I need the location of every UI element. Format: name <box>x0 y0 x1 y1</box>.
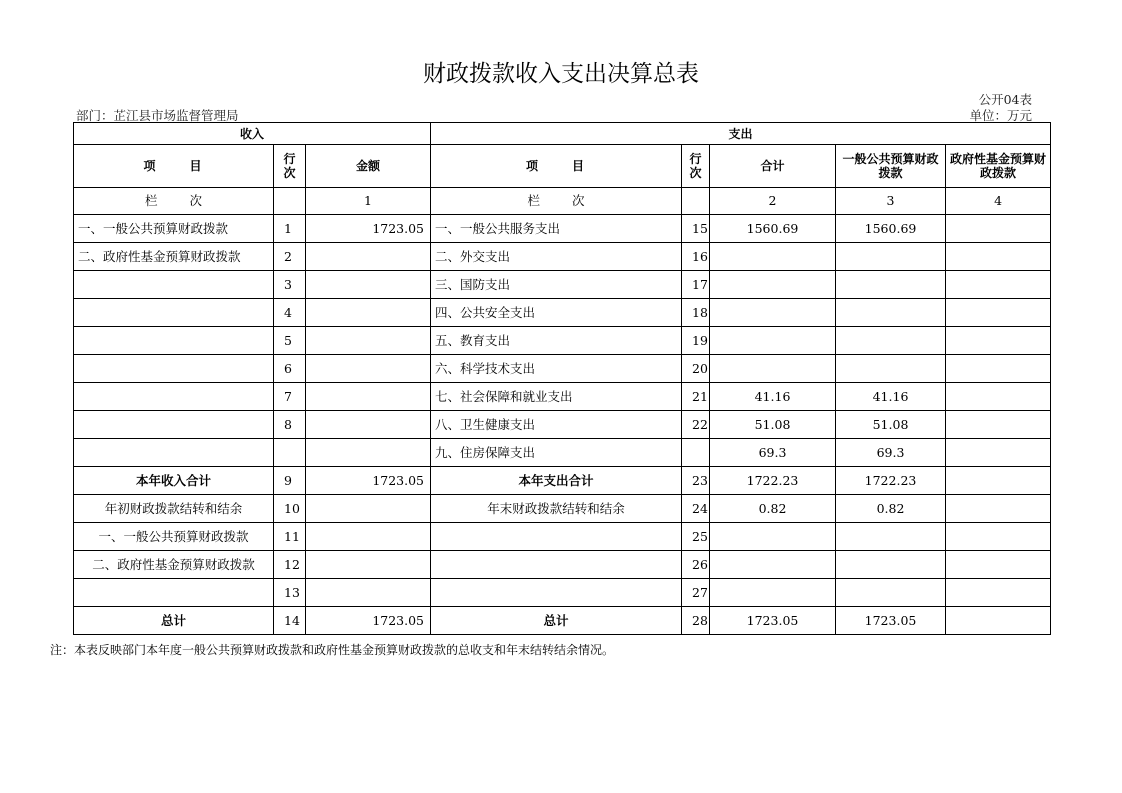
form-number: 公开04表 <box>978 92 1032 107</box>
expense-general-budget <box>836 271 946 299</box>
table-row <box>74 607 1051 635</box>
expense-total <box>710 579 836 607</box>
expense-row-number: 15 <box>682 215 710 243</box>
expense-gov-fund <box>946 215 1051 243</box>
expense-gov-fund <box>946 579 1051 607</box>
table-row <box>74 579 1051 607</box>
expense-row-number: 18 <box>682 299 710 327</box>
income-item: 一、一般公共预算财政拨款 <box>74 523 274 551</box>
income-row-number: 2 <box>274 243 306 271</box>
expense-item: 三、国防支出 <box>431 271 682 299</box>
expense-total <box>710 243 836 271</box>
income-amount <box>306 579 431 607</box>
table-row <box>74 327 1051 355</box>
expense-general-budget <box>836 551 946 579</box>
expense-gov-fund <box>946 607 1051 635</box>
table-row <box>74 551 1051 579</box>
income-amount <box>306 411 431 439</box>
expense-rowno-header: 行次 <box>682 145 710 188</box>
income-row-number: 5 <box>274 327 306 355</box>
income-item: 总计 <box>74 607 274 635</box>
expense-row-number: 17 <box>682 271 710 299</box>
income-amount <box>306 439 431 467</box>
unit-label: 单位：万元 <box>969 108 1032 123</box>
income-row-number: 3 <box>274 271 306 299</box>
income-row-number: 14 <box>274 607 306 635</box>
expense-total: 1560.69 <box>710 215 836 243</box>
total-header: 合计 <box>710 145 836 188</box>
expense-item <box>431 523 682 551</box>
table-row <box>74 355 1051 383</box>
expense-col-label: 栏 次 <box>431 188 682 215</box>
table-note: 注：本表反映部门本年度一般公共预算财政拨款和政府性基金预算财政拨款的总收支和年末结转结余情况。 <box>50 643 615 657</box>
expense-item: 四、公共安全支出 <box>431 299 682 327</box>
income-item <box>74 271 274 299</box>
table-row <box>74 467 1051 495</box>
expense-gov-fund <box>946 383 1051 411</box>
table-row <box>74 523 1051 551</box>
expense-gov-fund <box>946 495 1051 523</box>
col-number: 4 <box>946 188 1051 215</box>
table-row <box>74 243 1051 271</box>
income-item <box>74 439 274 467</box>
expense-general-budget: 0.82 <box>836 495 946 523</box>
empty-cell <box>682 188 710 215</box>
income-rowno-header: 行次 <box>274 145 306 188</box>
income-item: 二、政府性基金预算财政拨款 <box>74 243 274 271</box>
expense-item: 年末财政拨款结转和结余 <box>431 495 682 523</box>
income-section-header: 收入 <box>74 123 431 145</box>
column-number-row <box>74 188 1051 215</box>
expense-gov-fund <box>946 523 1051 551</box>
expense-row-number: 23 <box>682 467 710 495</box>
income-col-label: 栏 次 <box>74 188 274 215</box>
department-label: 部门：芷江县市场监督管理局 <box>76 108 239 123</box>
expense-total: 1723.05 <box>710 607 836 635</box>
expense-total <box>710 299 836 327</box>
expense-total: 41.16 <box>710 383 836 411</box>
expense-row-number: 25 <box>682 523 710 551</box>
table-row <box>74 383 1051 411</box>
income-amount <box>306 495 431 523</box>
expense-item-header: 项 目 <box>431 145 682 188</box>
income-amount <box>306 243 431 271</box>
col-number: 3 <box>836 188 946 215</box>
income-amount <box>306 551 431 579</box>
expense-total <box>710 327 836 355</box>
expense-general-budget: 1560.69 <box>836 215 946 243</box>
income-amount <box>306 327 431 355</box>
expense-section-header: 支出 <box>431 123 1051 145</box>
section-header-row <box>74 123 1051 145</box>
table-row <box>74 215 1051 243</box>
expense-gov-fund <box>946 327 1051 355</box>
expense-row-number: 19 <box>682 327 710 355</box>
income-row-number: 13 <box>274 579 306 607</box>
expense-row-number: 22 <box>682 411 710 439</box>
income-amount: 1723.05 <box>306 607 431 635</box>
budget-table <box>73 122 1051 635</box>
expense-general-budget: 1722.23 <box>836 467 946 495</box>
expense-general-budget: 69.3 <box>836 439 946 467</box>
table-row <box>74 495 1051 523</box>
income-row-number: 4 <box>274 299 306 327</box>
col-number: 1 <box>306 188 431 215</box>
expense-row-number: 27 <box>682 579 710 607</box>
expense-general-budget <box>836 243 946 271</box>
col-number: 2 <box>710 188 836 215</box>
expense-row-number: 21 <box>682 383 710 411</box>
expense-item: 一、一般公共服务支出 <box>431 215 682 243</box>
expense-item: 五、教育支出 <box>431 327 682 355</box>
expense-row-number: 16 <box>682 243 710 271</box>
expense-item <box>431 579 682 607</box>
expense-row-number <box>682 439 710 467</box>
income-row-number: 6 <box>274 355 306 383</box>
expense-gov-fund <box>946 355 1051 383</box>
expense-row-number: 20 <box>682 355 710 383</box>
column-header-row <box>74 145 1051 188</box>
expense-gov-fund <box>946 243 1051 271</box>
expense-total <box>710 551 836 579</box>
income-item <box>74 411 274 439</box>
income-row-number: 9 <box>274 467 306 495</box>
table-row <box>74 411 1051 439</box>
expense-total <box>710 271 836 299</box>
expense-item <box>431 551 682 579</box>
expense-general-budget: 41.16 <box>836 383 946 411</box>
expense-item: 八、卫生健康支出 <box>431 411 682 439</box>
expense-total: 0.82 <box>710 495 836 523</box>
expense-gov-fund <box>946 551 1051 579</box>
income-item: 本年收入合计 <box>74 467 274 495</box>
expense-general-budget <box>836 299 946 327</box>
expense-gov-fund <box>946 299 1051 327</box>
expense-gov-fund <box>946 411 1051 439</box>
income-item: 一、一般公共预算财政拨款 <box>74 215 274 243</box>
income-item <box>74 355 274 383</box>
table-row <box>74 439 1051 467</box>
expense-total <box>710 523 836 551</box>
expense-item: 七、社会保障和就业支出 <box>431 383 682 411</box>
income-item: 二、政府性基金预算财政拨款 <box>74 551 274 579</box>
income-row-number: 7 <box>274 383 306 411</box>
expense-total: 1722.23 <box>710 467 836 495</box>
expense-item: 总计 <box>431 607 682 635</box>
expense-general-budget <box>836 327 946 355</box>
income-amount: 1723.05 <box>306 215 431 243</box>
income-row-number: 11 <box>274 523 306 551</box>
income-row-number: 10 <box>274 495 306 523</box>
expense-general-budget <box>836 355 946 383</box>
expense-total <box>710 355 836 383</box>
income-amount <box>306 299 431 327</box>
income-item <box>74 299 274 327</box>
expense-row-number: 28 <box>682 607 710 635</box>
income-row-number: 12 <box>274 551 306 579</box>
expense-general-budget: 1723.05 <box>836 607 946 635</box>
expense-total: 69.3 <box>710 439 836 467</box>
expense-row-number: 24 <box>682 495 710 523</box>
expense-general-budget <box>836 523 946 551</box>
expense-item: 本年支出合计 <box>431 467 682 495</box>
gov-fund-header: 政府性基金预算财政拨款 <box>946 145 1051 188</box>
table-row <box>74 299 1051 327</box>
income-row-number <box>274 439 306 467</box>
table-row <box>74 271 1051 299</box>
expense-general-budget <box>836 579 946 607</box>
expense-item: 九、住房保障支出 <box>431 439 682 467</box>
empty-cell <box>274 188 306 215</box>
income-item <box>74 327 274 355</box>
expense-item: 二、外交支出 <box>431 243 682 271</box>
income-item <box>74 383 274 411</box>
general-budget-header: 一般公共预算财政拨款 <box>836 145 946 188</box>
income-row-number: 1 <box>274 215 306 243</box>
income-amount <box>306 523 431 551</box>
expense-item: 六、科学技术支出 <box>431 355 682 383</box>
expense-row-number: 26 <box>682 551 710 579</box>
income-row-number: 8 <box>274 411 306 439</box>
income-item: 年初财政拨款结转和结余 <box>74 495 274 523</box>
expense-gov-fund <box>946 439 1051 467</box>
page-title: 财政拨款收入支出决算总表 <box>423 61 699 87</box>
expense-total: 51.08 <box>710 411 836 439</box>
expense-general-budget: 51.08 <box>836 411 946 439</box>
income-amount <box>306 355 431 383</box>
expense-gov-fund <box>946 271 1051 299</box>
income-item <box>74 579 274 607</box>
income-item-header: 项 目 <box>74 145 274 188</box>
income-amount: 1723.05 <box>306 467 431 495</box>
income-amount <box>306 271 431 299</box>
amount-header: 金额 <box>306 145 431 188</box>
expense-gov-fund <box>946 467 1051 495</box>
income-amount <box>306 383 431 411</box>
